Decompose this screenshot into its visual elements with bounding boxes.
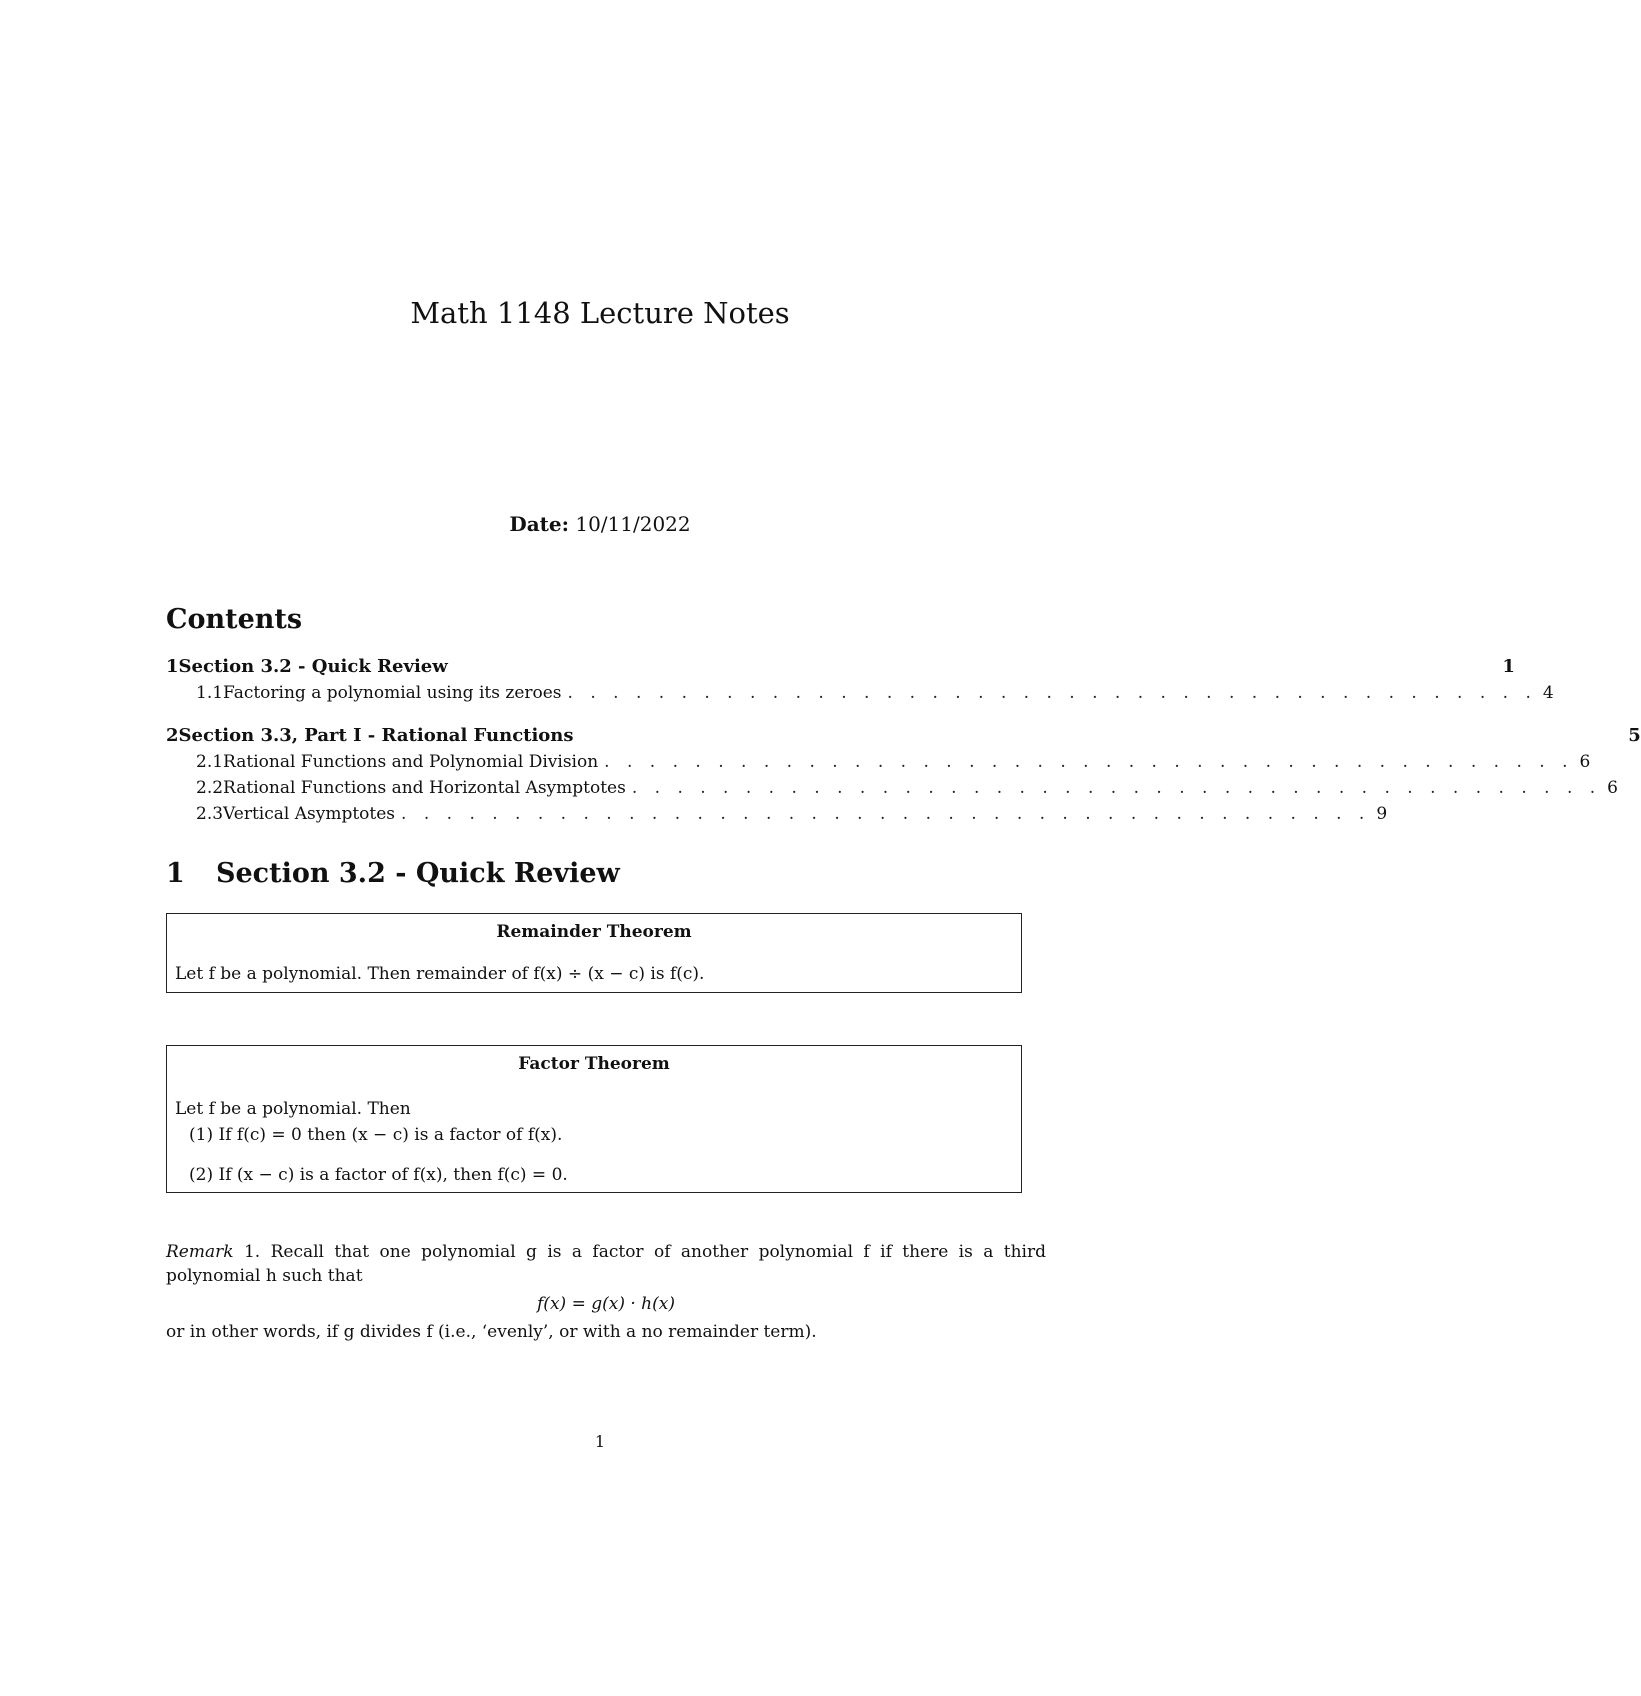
- document-title: Math 1148 Lecture Notes: [410, 296, 790, 330]
- toc-page: 9: [1376, 804, 1388, 824]
- toc-entry-2-1[interactable]: [166, 752, 1591, 776]
- toc-leader: . . . . . . . . . . . . . . . . . . . . . . . . . . . . . . . . . . . . . . . . . . .: [604, 752, 1574, 772]
- toc-label: Section 3.2 - Quick Review: [178, 656, 448, 677]
- toc-entry-2-3[interactable]: [166, 804, 1388, 828]
- remark-text-1: Recall that one polynomial g is a factor of another polynomial f if there is a third polynomial h such that: [166, 1242, 1046, 1286]
- remark-paragraph: [166, 1240, 1046, 1344]
- toc-entry-2-2[interactable]: [166, 778, 1618, 802]
- page-number: 1: [594, 1432, 606, 1451]
- remainder-theorem-box: [166, 913, 1022, 993]
- factor-theorem-box: [166, 1045, 1022, 1193]
- theorem-item-1: (1) If f(c) = 0 then (x − c) is a factor of f(x).: [189, 1125, 563, 1145]
- date-value: 10/11/2022: [575, 512, 691, 536]
- remark-equation: f(x) = g(x) · h(x): [537, 1294, 675, 1314]
- toc-number: 2.3: [196, 804, 224, 824]
- section-heading: [166, 858, 620, 889]
- toc-label: Factoring a polynomial using its zeroes: [223, 683, 562, 703]
- toc-number: 1: [166, 656, 179, 677]
- theorem-statement: Let f be a polynomial. Then remainder of f(x) ÷ (x − c) is f(c).: [175, 964, 705, 984]
- theorem-body: [167, 1096, 1021, 1188]
- remark-text-2: or in other words, if g divides f (i.e., ‘evenly’, or with a no remainder term).: [166, 1322, 817, 1342]
- toc-leader: . . . . . . . . . . . . . . . . . . . . . . . . . . . . . . . . . . . . . . . . . . .: [567, 683, 1537, 703]
- toc-label: Rational Functions and Polynomial Division: [223, 752, 599, 772]
- theorem-title: Factor Theorem: [518, 1054, 670, 1074]
- toc-number: 2.1: [196, 752, 224, 772]
- toc-number: 1.1: [196, 683, 224, 703]
- toc-entry-1-1[interactable]: [166, 683, 1554, 707]
- toc-page: 5: [1628, 725, 1641, 746]
- toc-page: 1: [1502, 656, 1515, 677]
- toc-leader: . . . . . . . . . . . . . . . . . . . . . . . . . . . . . . . . . . . . . . . . . . .: [631, 778, 1602, 798]
- contents-heading: Contents: [166, 604, 303, 635]
- toc-label: Vertical Asymptotes: [223, 804, 396, 824]
- toc-number: 2.2: [196, 778, 224, 798]
- theorem-item-2: (2) If (x − c) is a factor of f(x), then f(c) = 0.: [189, 1165, 568, 1185]
- document-date: [0, 512, 1200, 536]
- remark-label: Remark: [166, 1242, 234, 1262]
- toc-number: 2: [166, 725, 179, 746]
- toc-page: 6: [1579, 752, 1591, 772]
- theorem-intro: Let f be a polynomial. Then: [175, 1099, 411, 1119]
- section-title: Section 3.2 - Quick Review: [216, 858, 620, 889]
- remark-number: 1.: [243, 1242, 261, 1262]
- toc-entry-section-1[interactable]: [166, 656, 1515, 680]
- date-label: Date:: [509, 512, 569, 536]
- toc-page: 4: [1542, 683, 1554, 703]
- toc-label: Section 3.3, Part I - Rational Functions: [178, 725, 574, 746]
- toc-page: 6: [1607, 778, 1618, 798]
- theorem-title: Remainder Theorem: [496, 922, 692, 942]
- toc-entry-section-2[interactable]: [166, 725, 1641, 749]
- toc-label: Rational Functions and Horizontal Asymptotes: [223, 778, 626, 798]
- toc-leader: . . . . . . . . . . . . . . . . . . . . . . . . . . . . . . . . . . . . . . . . . . .: [401, 804, 1371, 824]
- section-number: 1: [166, 858, 185, 889]
